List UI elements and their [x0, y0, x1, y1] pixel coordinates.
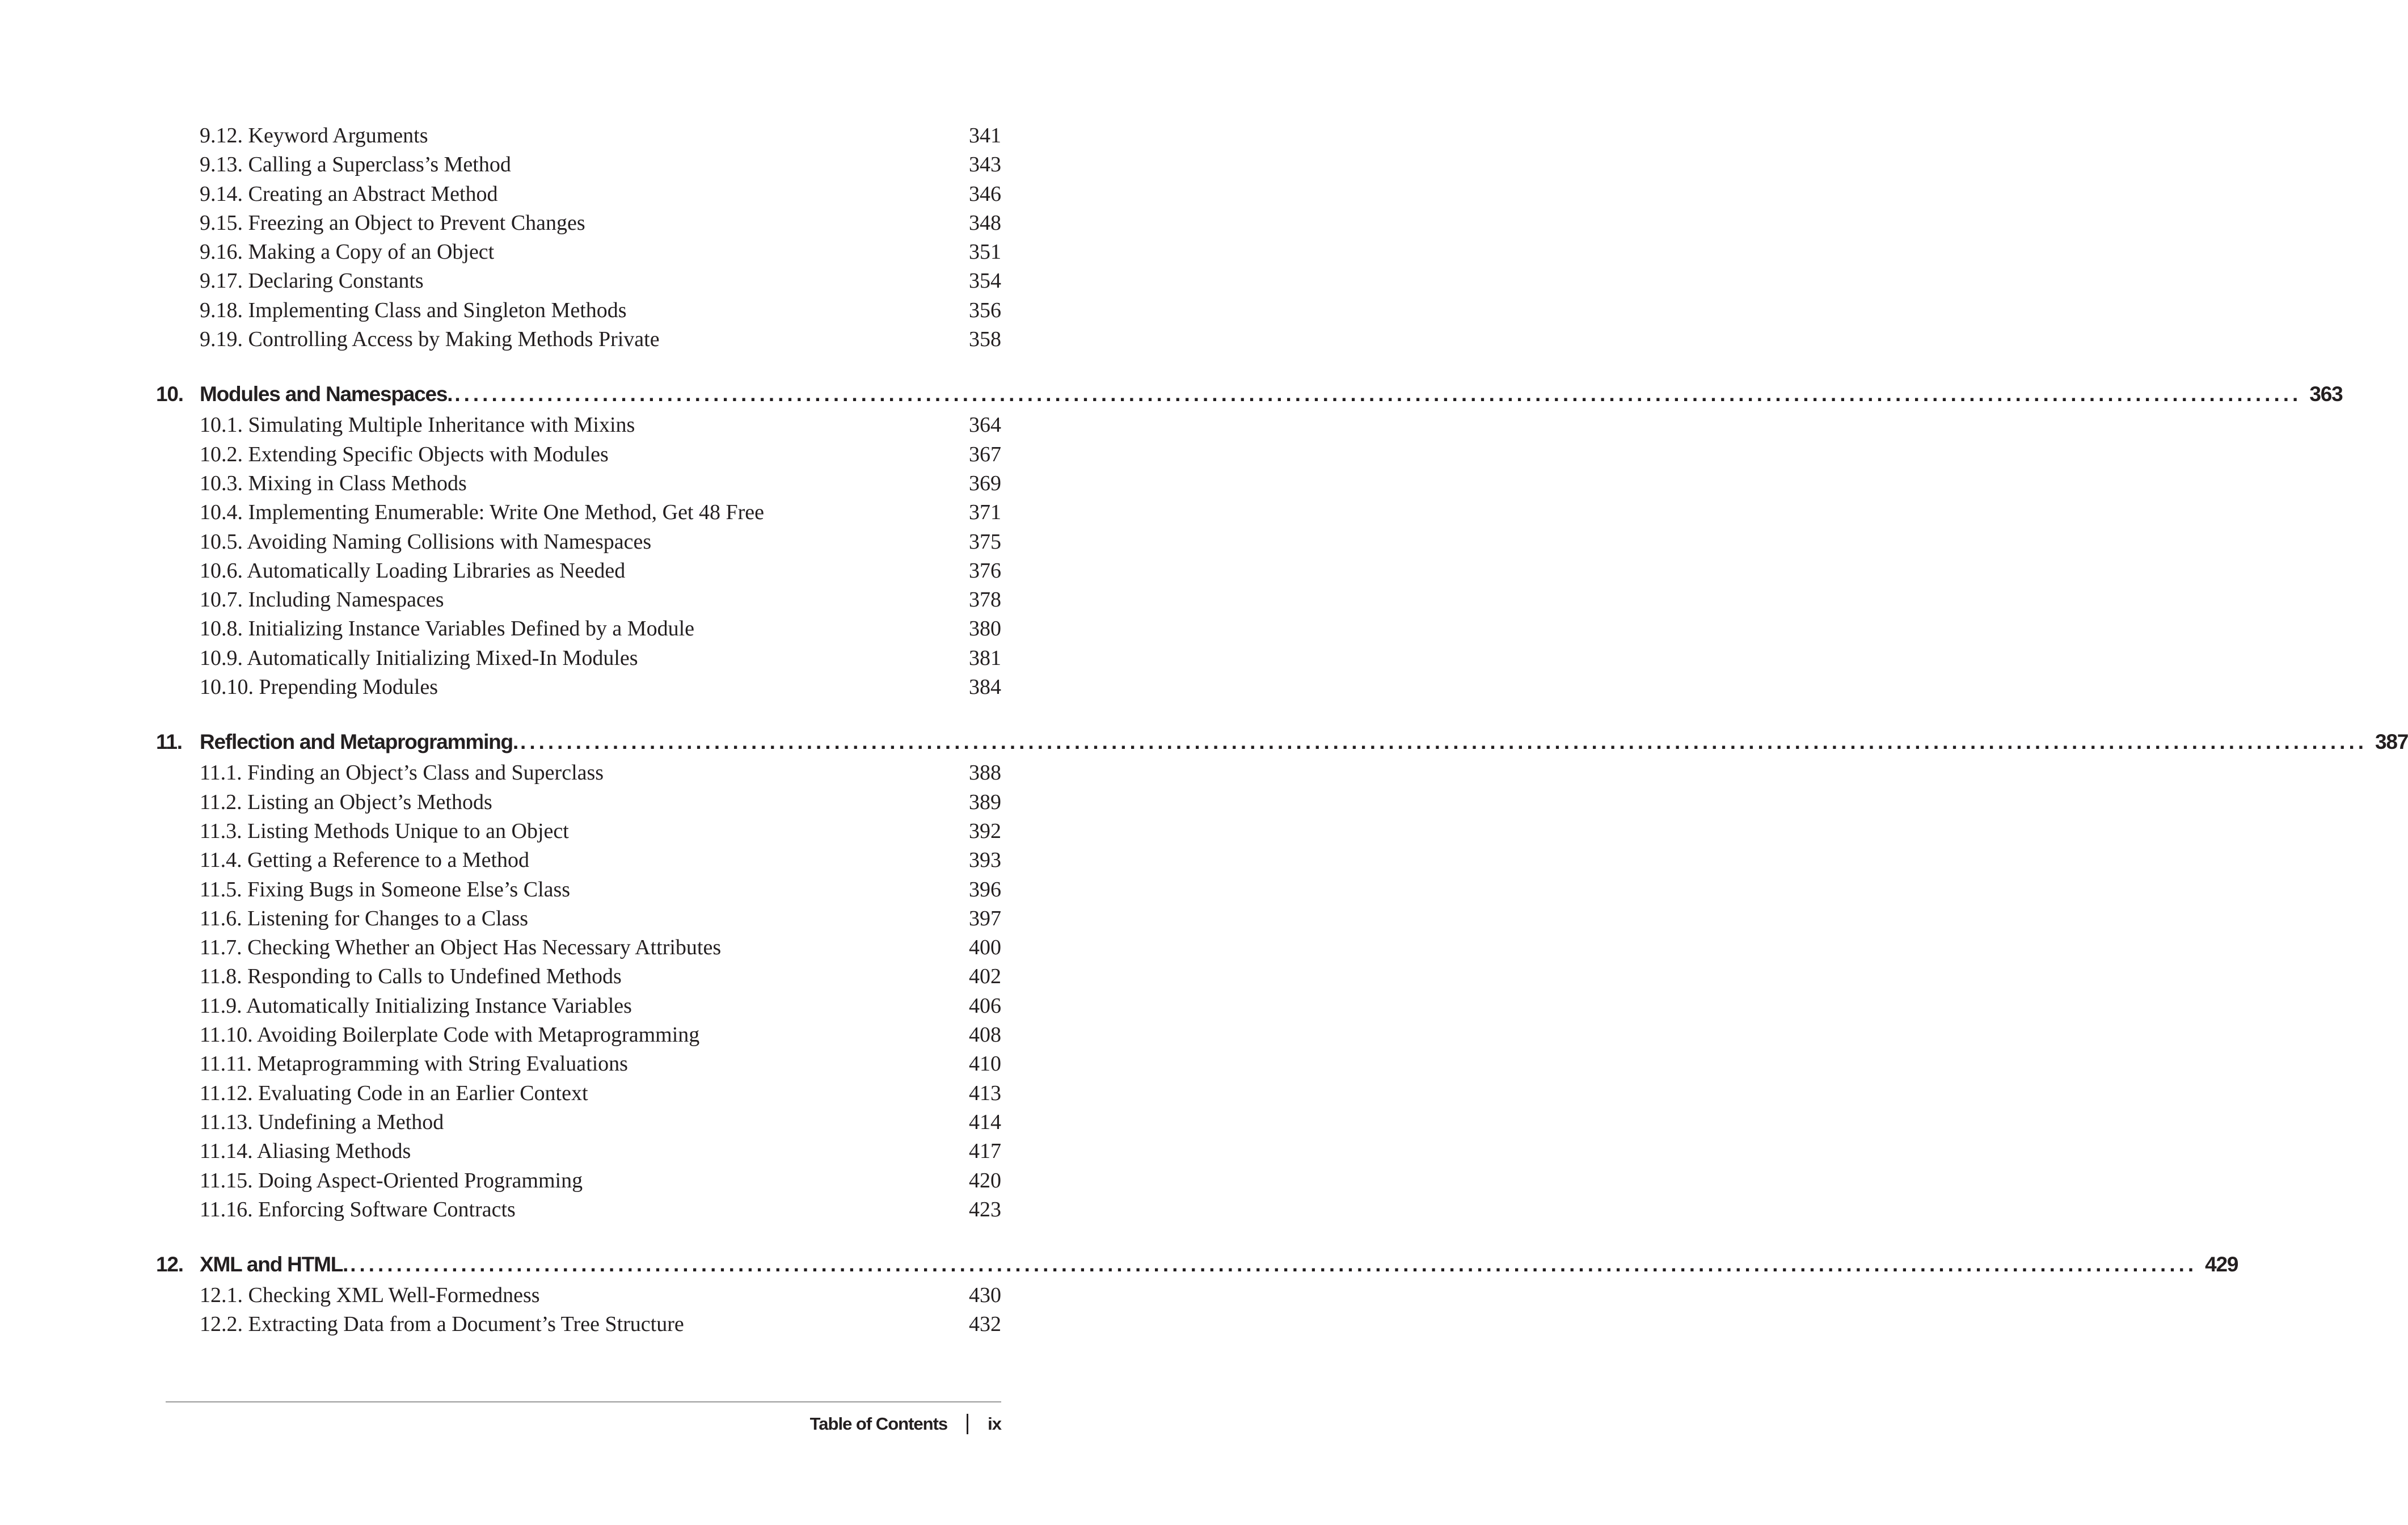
- toc-entry[interactable]: [153, 469, 1001, 498]
- entry-title: 9.12. Keyword Arguments: [200, 124, 428, 148]
- toc-entry[interactable]: [153, 267, 1001, 296]
- chapter-row: [200, 1248, 2238, 1281]
- entry-page-number: 408: [969, 1023, 1001, 1047]
- entry-page-number: 348: [969, 210, 1001, 235]
- entry-title: 9.16. Making a Copy of an Object: [200, 240, 495, 264]
- dot-leader: ........................................................................................................................................................................................................: [520, 730, 2368, 754]
- entry-title: 10.3. Mixing in Class Methods: [200, 471, 467, 495]
- toc-entry[interactable]: [153, 673, 1001, 702]
- entry-page-number: 396: [969, 877, 1001, 901]
- chapter-heading[interactable]: [153, 726, 2408, 759]
- entry-page-number: 369: [969, 471, 1001, 495]
- entry-title: 9.19. Controlling Access by Making Methods Private: [200, 327, 660, 352]
- entry-title: 9.17. Declaring Constants: [200, 269, 424, 293]
- entry-page-number: 388: [969, 761, 1001, 785]
- toc-entry[interactable]: [153, 296, 1001, 325]
- footer-separator: [967, 1414, 968, 1434]
- entry-title: 11.6. Listening for Changes to a Class: [200, 906, 529, 930]
- entry-page-number: 414: [969, 1110, 1001, 1134]
- toc-entry[interactable]: [153, 962, 1001, 991]
- entry-title: 10.7. Including Namespaces: [200, 588, 444, 612]
- chapter-number: 11.: [156, 730, 182, 754]
- entry-title: 11.16. Enforcing Software Contracts: [200, 1197, 516, 1221]
- chapter-heading[interactable]: [153, 1248, 2238, 1281]
- chapter-number: 10.: [156, 382, 183, 406]
- entry-page-number: 378: [969, 588, 1001, 612]
- toc-entry[interactable]: [153, 1137, 1001, 1166]
- toc-entry[interactable]: [153, 846, 1001, 875]
- entry-page-number: 358: [969, 327, 1001, 352]
- entry-title: 11.12. Evaluating Code in an Earlier Context: [200, 1081, 588, 1105]
- toc-entry[interactable]: [153, 1021, 1001, 1050]
- entry-title: 10.8. Initializing Instance Variables Defined by a Module: [200, 617, 694, 641]
- page-footer: [810, 1407, 1001, 1441]
- toc-entry[interactable]: [153, 528, 1001, 557]
- entry-title: 11.15. Doing Aspect-Oriented Programming: [200, 1168, 583, 1193]
- toc-entry[interactable]: [153, 557, 1001, 585]
- entry-page-number: 376: [969, 558, 1001, 583]
- toc-entry[interactable]: [153, 1166, 1001, 1195]
- toc-entry[interactable]: [153, 788, 1001, 817]
- dot-leader: ........................................................................................................................................................................................................: [350, 1253, 2198, 1277]
- entry-title: 10.5. Avoiding Naming Collisions with Namespaces: [200, 529, 652, 554]
- toc-section: [153, 121, 1001, 354]
- chapter-title: XML and HTML.: [200, 1253, 348, 1277]
- toc-entry[interactable]: [153, 614, 1001, 643]
- folio-page-number: ix: [988, 1414, 1001, 1434]
- toc-entry[interactable]: [153, 1108, 1001, 1137]
- entry-title: 10.10. Prepending Modules: [200, 675, 438, 700]
- entry-title: 9.14. Creating an Abstract Method: [200, 182, 498, 206]
- entry-title: 11.1. Finding an Object’s Class and Superclass: [200, 761, 604, 785]
- toc-entry[interactable]: [153, 121, 1001, 150]
- entry-page-number: 397: [969, 906, 1001, 930]
- toc-entry[interactable]: [153, 238, 1001, 267]
- entry-page-number: 375: [969, 529, 1001, 554]
- entry-title: 9.13. Calling a Superclass’s Method: [200, 153, 511, 177]
- entry-title: 11.9. Automatically Initializing Instance Variables: [200, 993, 632, 1018]
- entry-page-number: 343: [969, 153, 1001, 177]
- entry-title: 10.2. Extending Specific Objects with Modules: [200, 442, 609, 466]
- entry-page-number: 364: [969, 413, 1001, 437]
- entry-title: 10.4. Implementing Enumerable: Write One Method, Get 48 Free: [200, 500, 765, 525]
- entry-page-number: 392: [969, 819, 1001, 843]
- toc-entry[interactable]: [153, 759, 1001, 787]
- entry-title: 10.9. Automatically Initializing Mixed-In Modules: [200, 646, 638, 670]
- toc-entry[interactable]: [153, 817, 1001, 846]
- toc-entry[interactable]: [153, 1195, 1001, 1224]
- toc-entry[interactable]: [153, 933, 1001, 962]
- toc-entry[interactable]: [153, 875, 1001, 904]
- entry-page-number: 400: [969, 936, 1001, 960]
- entry-title: 9.15. Freezing an Object to Prevent Changes: [200, 210, 585, 235]
- entry-title: 10.1. Simulating Multiple Inheritance with Mixins: [200, 413, 635, 437]
- toc-entry[interactable]: [153, 180, 1001, 209]
- entry-page-number: 354: [969, 269, 1001, 293]
- entry-title: 10.6. Automatically Loading Libraries as Needed: [200, 558, 626, 583]
- entry-page-number: 367: [969, 442, 1001, 466]
- toc-entry[interactable]: [153, 209, 1001, 238]
- toc-entry[interactable]: [153, 585, 1001, 614]
- entry-page-number: 371: [969, 500, 1001, 525]
- toc-entry[interactable]: [153, 1310, 1001, 1339]
- entry-title: 12.1. Checking XML Well-Formedness: [200, 1283, 540, 1308]
- entry-title: 11.3. Listing Methods Unique to an Object: [200, 819, 569, 843]
- entry-title: 11.7. Checking Whether an Object Has Necessary Attributes: [200, 936, 722, 960]
- chapter-page-number: 429: [2205, 1253, 2238, 1277]
- chapter-page-number: 363: [2309, 382, 2343, 406]
- toc-entry[interactable]: [153, 644, 1001, 673]
- entry-page-number: 413: [969, 1081, 1001, 1105]
- running-footer-title: Table of Contents: [809, 1414, 948, 1434]
- entry-title: 11.8. Responding to Calls to Undefined Methods: [200, 964, 622, 989]
- toc-entry[interactable]: [153, 440, 1001, 469]
- entry-page-number: 351: [969, 240, 1001, 264]
- dot-leader: ........................................................................................................................................................................................................: [454, 382, 2302, 406]
- entry-page-number: 346: [969, 182, 1001, 206]
- entry-title: 11.4. Getting a Reference to a Method: [200, 848, 530, 873]
- entry-page-number: 381: [969, 646, 1001, 670]
- toc-section: [153, 726, 2408, 1224]
- entry-page-number: 406: [969, 993, 1001, 1018]
- entry-title: 11.13. Undefining a Method: [200, 1110, 444, 1134]
- toc-entry[interactable]: [153, 1079, 1001, 1108]
- entry-page-number: 402: [969, 964, 1001, 989]
- entry-title: 12.2. Extracting Data from a Document’s Tree Structure: [200, 1312, 684, 1337]
- toc-section: [153, 378, 2343, 702]
- chapter-title: Reflection and Metaprogramming.: [200, 730, 518, 754]
- chapter-row: [200, 726, 2408, 759]
- entry-page-number: 423: [969, 1197, 1001, 1221]
- entry-page-number: 420: [969, 1168, 1001, 1193]
- toc-entry[interactable]: [153, 1281, 1001, 1310]
- toc-entry[interactable]: [153, 498, 1001, 527]
- toc-section: [153, 1248, 2238, 1339]
- entry-page-number: 393: [969, 848, 1001, 873]
- chapter-title: Modules and Namespaces.: [200, 382, 453, 406]
- entry-page-number: 389: [969, 790, 1001, 814]
- entry-title: 11.2. Listing an Object’s Methods: [200, 790, 492, 814]
- toc-entry[interactable]: [153, 904, 1001, 933]
- entry-title: 11.10. Avoiding Boilerplate Code with Metaprogramming: [200, 1023, 700, 1047]
- toc-entry[interactable]: [153, 1050, 1001, 1079]
- entry-page-number: 430: [969, 1283, 1001, 1308]
- chapter-page-number: 387: [2375, 730, 2408, 754]
- entry-title: 11.14. Aliasing Methods: [200, 1139, 411, 1164]
- chapter-heading[interactable]: [153, 378, 2343, 411]
- toc-entry[interactable]: [153, 411, 1001, 440]
- entry-page-number: 410: [969, 1052, 1001, 1076]
- chapter-row: [200, 378, 2343, 411]
- entry-title: 9.18. Implementing Class and Singleton Methods: [200, 298, 627, 322]
- entry-page-number: 341: [969, 124, 1001, 148]
- entry-page-number: 417: [969, 1139, 1001, 1164]
- table-of-contents: [153, 121, 2408, 1339]
- entry-title: 11.11. Metaprogramming with String Evaluations: [200, 1052, 628, 1076]
- entry-title: 11.5. Fixing Bugs in Someone Else’s Class: [200, 877, 571, 901]
- chapter-number: 12.: [156, 1253, 183, 1277]
- toc-entry[interactable]: [153, 992, 1001, 1021]
- footer-rule: [166, 1401, 1001, 1402]
- entry-page-number: 432: [969, 1312, 1001, 1337]
- entry-page-number: 380: [969, 617, 1001, 641]
- toc-entry[interactable]: [153, 325, 1001, 354]
- entry-page-number: 356: [969, 298, 1001, 322]
- entry-page-number: 384: [969, 675, 1001, 700]
- toc-entry[interactable]: [153, 150, 1001, 179]
